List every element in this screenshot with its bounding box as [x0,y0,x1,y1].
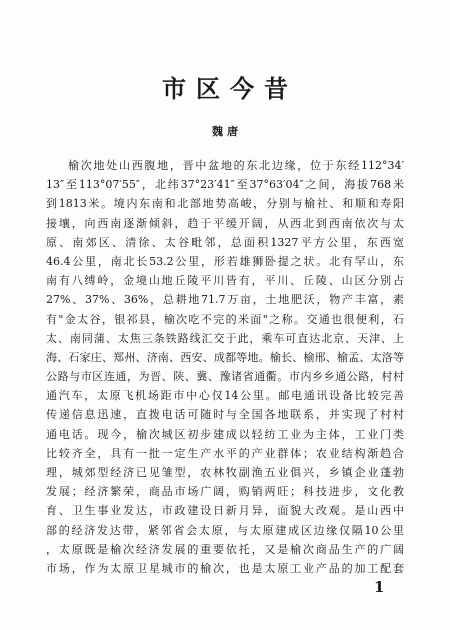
text-line: 榆次地处山西腹地，晋中盆地的东北边缘，位于东经112°34′ [68,159,404,172]
author-name: 魏唐 [212,125,242,138]
text-line: 原、南郊区、清徐、太谷毗邻，总面积1327平方公里，东西宽 [46,235,404,249]
text-line: 理，城郊型经济已见雏型，农林牧副渔五业俱兴，乡镇企业蓬勃 [46,466,404,479]
body-paragraph [46,156,404,578]
text-line: 比较齐全，具有一批一定生产水平的产业群体；农业结构渐趋合 [46,446,404,460]
text-line: 公路与市区连通，为晋、陕、冀、豫诸省通衢。市内乡乡通公路，村村 [46,370,404,384]
text-line: 27%、37%、36%，总耕地71.7万亩，土地肥沃，物产丰富，素 [46,293,404,307]
text-line: 市场，作为太原卫星城市的榆次，也是太原工业产品的加工配套 [46,561,404,575]
text-line: 传递信息迅速，直拨电话可随时与全国各地联系，并实现了村村 [46,408,404,422]
text-line: 通电话。现今，榆次城区初步建成以轻纺工业为主体，工业门类 [46,427,404,441]
text-line: 通汽车，太原飞机场距市中心仅14公里。邮电通讯设备比较完善 [46,389,404,403]
text-line: 南有八缚岭，金境山地丘陵平川皆有，平川、丘陵、山区分别占 [46,274,404,288]
text-line: 发展；经济繁荣，商品市场广阔，购销两旺；科技进步，文化教 [46,485,404,499]
text-line: 接壤，向西南逐渐倾斜，趋于平缓开阔，从西北到西南依次与太 [46,216,404,230]
text-line: 有"金太谷，银祁县，榆次吃不完的米面"之称。交通也很便利，石 [46,312,404,326]
text-line: 13″至113°07′55″，北纬37°23′41″至37°63′04″之间，海拔768米 [46,178,404,192]
text-line: 太、南同蒲、太焦三条铁路线汇交于此，乘车可直达北京、天津、上 [46,331,404,345]
text-line: ，太原既是榆次经济发展的重要依托，又是榆次商品生产的广阔 [46,542,404,556]
text-line: 到1813米。境内东南和北部地势高峻，分别与榆社、和顺和寿阳 [46,197,404,211]
text-line: 海、石家庄、郑州、济南、西安、成都等地。榆长、榆邢、榆孟、太洛等 [46,350,404,364]
text-line: 46.4公里，南北长53.2公里，形若雄狮卧提之状。北有罕山，东 [46,254,404,268]
text-line: 育、卫生事业发达，市政建设日新月异，面貌大改观。是山西中 [46,504,404,518]
text-line: 部的经济发达带，紧邻省会太原，与太原建成区边缘仅隔10公里 [46,523,404,537]
page-number: 1 [374,578,385,596]
page-title: 市区今昔 [162,74,298,103]
